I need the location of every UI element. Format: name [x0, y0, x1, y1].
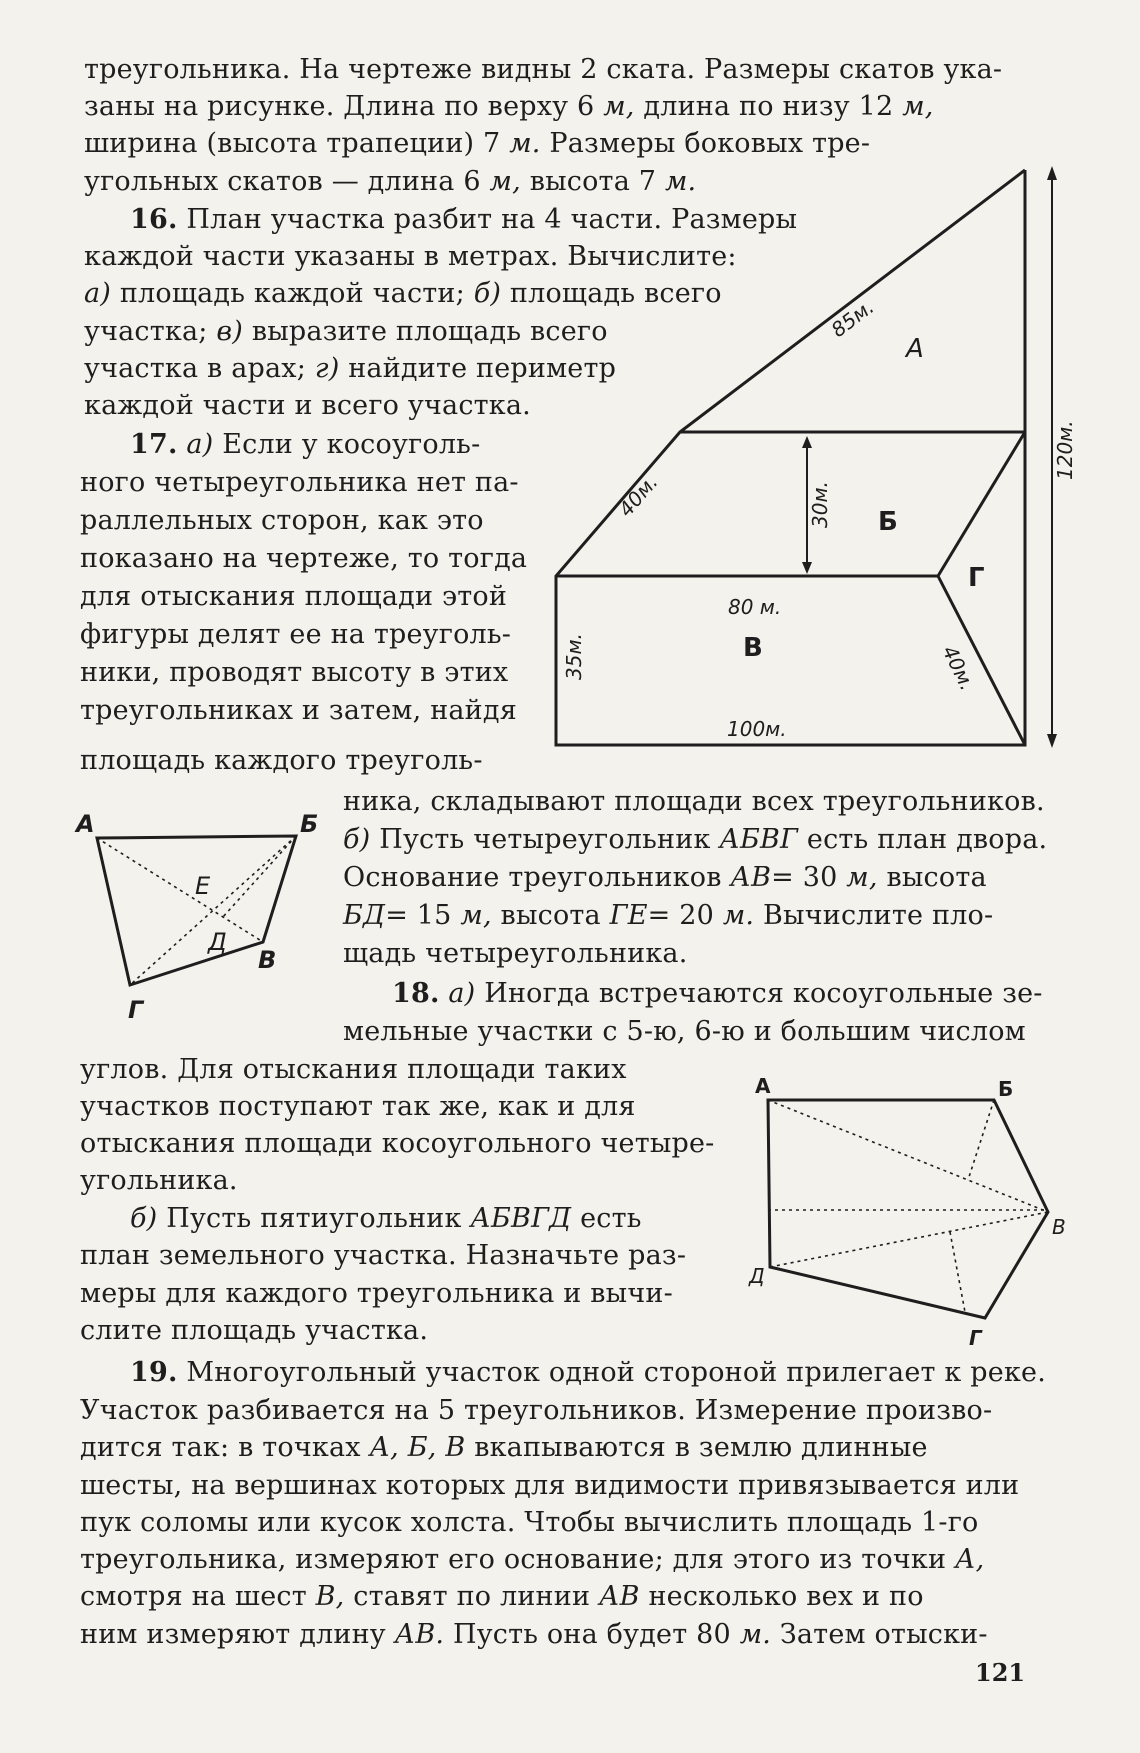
- problem-17-line-9: площадь каждого треуголь-: [80, 745, 483, 776]
- problem-17-line-10: ника, складывают площади всех треугольников.: [343, 786, 1045, 817]
- problem-17-line-8: треугольниках и затем, найдя: [80, 695, 517, 726]
- problem-17-number: 17.: [130, 429, 178, 460]
- dim-100: 100м.: [727, 717, 787, 741]
- intro-line-3: ширина (высота трапеции) 7 м. Размеры боковых тре-: [84, 128, 871, 159]
- problem-18-line-5: отыскания площади косоугольного четыре-: [80, 1128, 715, 1159]
- plot-label-g: Г: [968, 563, 985, 593]
- height-in-abv: [968, 1100, 994, 1180]
- problem-17-line-11: б) Пусть четыреугольник АБВГ есть план двора.: [343, 824, 1048, 855]
- problem-17-line-1: 17. а) Если у косоуголь-: [130, 429, 481, 460]
- intro-line-2: заны на рисунке. Длина по верху 6 м, длина по низу 12 м,: [84, 91, 934, 122]
- problem-19-line-7: смотря на шест В, ставят по линии АВ несколько вех и по: [80, 1581, 924, 1612]
- dim-85: 85м.: [826, 294, 879, 342]
- diagonal-d-v: [770, 1212, 1048, 1267]
- problem-18-line-9: меры для каждого треугольника и вычи-: [80, 1278, 673, 1309]
- problem-16-line-4: участка; в) выразите площадь всего: [84, 316, 608, 347]
- problem-19-line-3: дится так: в точках А, Б, В вкапываются в землю длинные: [80, 1432, 928, 1463]
- problem-17-line-5: для отыскания площади этой: [80, 581, 508, 612]
- problem-16-line-5: участка в арах; г) найдите периметр: [84, 353, 617, 384]
- diagonal-a-v: [768, 1100, 1048, 1212]
- pentagon-outline: [768, 1100, 1048, 1318]
- problem-18-line-2: мельные участки с 5-ю, 6-ю и большим числом: [343, 1016, 1026, 1047]
- problem-19-line-5: пук соломы или кусок холста. Чтобы вычислить площадь 1-го: [80, 1507, 979, 1538]
- quad-label-d: Д: [208, 928, 227, 956]
- pent-label-v: В: [1052, 1215, 1066, 1239]
- quad-label-b: Б: [300, 810, 319, 838]
- page-number: 121: [975, 1658, 1026, 1687]
- problem-17-line-13: БД= 15 м, высота ГЕ= 20 м. Вычислите пло-: [343, 900, 994, 931]
- pent-label-a: А: [755, 1074, 771, 1098]
- dim-120: 120м.: [1053, 420, 1077, 480]
- quad-label-a: А: [76, 810, 95, 838]
- problem-19-line-2: Участок разбивается на 5 треугольников. Измерение произво-: [80, 1395, 993, 1426]
- quad-label-e: Е: [195, 872, 211, 900]
- problem-17-line-12: Основание треугольников АВ= 30 м, высота: [343, 862, 987, 893]
- problem-17-line-14: щадь четыреугольника.: [343, 938, 688, 969]
- plot-label-b: Б: [878, 507, 898, 537]
- problem-17-line-3: раллельных сторон, как это: [80, 505, 484, 536]
- quad-label-v: В: [258, 946, 277, 974]
- problem-16-number: 16.: [130, 204, 178, 235]
- problem-18-line-1: 18. а) Иногда встречаются косоугольные зе-: [392, 978, 1043, 1009]
- intro-line-4: угольных скатов — длина 6 м, высота 7 м.: [84, 166, 697, 197]
- problem-18-line-3: углов. Для отыскания площади таких: [80, 1054, 627, 1085]
- problem-18-line-7: б) Пусть пятиугольник АБВГД есть: [130, 1203, 642, 1234]
- problem-17-line-7: ники, проводят высоту в этих: [80, 657, 509, 688]
- problem-16-line-6: каждой части и всего участка.: [84, 390, 531, 421]
- pent-label-d: Д: [749, 1264, 765, 1288]
- problem-19-line-4: шесты, на вершинах которых для видимости привязывается или: [80, 1470, 1020, 1501]
- dim-40-left: 40м.: [613, 470, 663, 522]
- dim-80: 80 м.: [728, 595, 782, 619]
- problem-16-line-2: каждой части указаны в метрах. Вычислите:: [84, 241, 737, 272]
- problem-17-line-2: ного четыреугольника нет па-: [80, 467, 519, 498]
- problem-18-line-6: угольника.: [80, 1165, 238, 1196]
- problem-17-line-6: фигуры делят ее на треуголь-: [80, 619, 512, 650]
- pent-label-b: Б: [998, 1077, 1014, 1101]
- intro-line-1: треугольника. На чертеже видны 2 ската. Размеры скатов ука-: [84, 54, 1003, 85]
- problem-16-line-1: 16. План участка разбит на 4 части. Размеры: [130, 204, 798, 235]
- plot-label-v: В: [743, 633, 763, 663]
- height-in-dvg: [950, 1232, 965, 1312]
- plot-label-a: А: [906, 334, 924, 364]
- problem-19-number: 19.: [130, 1357, 178, 1388]
- problem-19-line-8: ним измеряют длину АВ. Пусть она будет 80 м. Затем отыски-: [80, 1619, 988, 1650]
- problem-17-line-4: показано на чертеже, то тогда: [80, 543, 528, 574]
- dim-40-right: 40м.: [937, 641, 980, 695]
- problem-19-line-6: треугольника, измеряют его основание; для этого из точки А,: [80, 1544, 985, 1575]
- problem-18-line-4: участков поступают так же, как и для: [80, 1091, 636, 1122]
- pent-label-g: Г: [969, 1326, 982, 1350]
- problem-16-line-3: а) площадь каждой части; б) площадь всего: [84, 278, 722, 309]
- problem-18-line-10: слите площадь участка.: [80, 1315, 429, 1346]
- quad-label-g: Г: [128, 996, 144, 1024]
- problem-18-number: 18.: [392, 978, 440, 1009]
- dim-35: 35м.: [562, 633, 586, 680]
- problem-19-line-1: 19. Многоугольный участок одной стороной прилегает к реке.: [130, 1357, 1046, 1388]
- dim-30: 30м.: [808, 481, 832, 528]
- problem-18-line-8: план земельного участка. Назначьте раз-: [80, 1240, 687, 1271]
